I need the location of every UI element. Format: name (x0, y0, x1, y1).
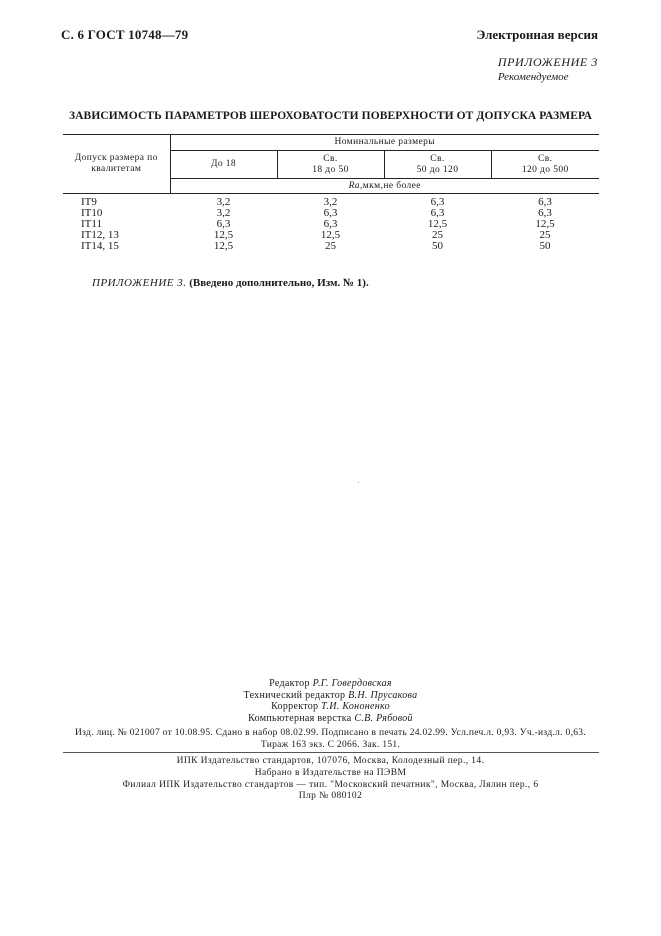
credit-editor (0, 678, 661, 690)
credit-role: Корректор (271, 701, 319, 713)
row-header-line2: квалитетам (91, 164, 142, 174)
col-header-2 (277, 151, 384, 179)
footer-line1: ИПК Издательство стандартов, 107076, Москва, Колодезный пер., 14. (176, 756, 485, 766)
footer-line4: Плр № 080102 (298, 791, 363, 802)
publisher-footer (0, 756, 661, 803)
roughness-table (63, 134, 599, 252)
col-header-2-line2: 18 до 50 (312, 164, 349, 175)
credit-role: Редактор (269, 678, 310, 689)
group-header: Номинальные размеры (170, 135, 599, 151)
table-cell: 12,5 (535, 218, 555, 230)
edition-label: Электронная версия (476, 27, 598, 42)
row-label: IT11 (81, 218, 102, 230)
appendix-title: ПРИЛОЖЕНИЕ 3 (497, 55, 598, 69)
publication-line2: Тираж 163 экз. С 2066. Зак. 151. (260, 739, 401, 750)
credit-name: Т.И. Кононенко (321, 701, 390, 713)
table-cell: 25 (539, 229, 551, 241)
table-cell: 3,2 (216, 207, 231, 219)
table-cell: 25 (432, 229, 443, 241)
col-header-1 (170, 151, 277, 179)
credit-name: В.Н. Прусакова (348, 689, 418, 701)
col-header-4 (491, 151, 599, 179)
table-row (63, 241, 599, 252)
amendment-ref: ПРИЛОЖЕНИЕ 3. (92, 277, 187, 289)
scan-speck (358, 482, 359, 483)
amendment-text: (Введено дополнительно, Изм. № 1). (189, 277, 369, 289)
unit-row (170, 179, 599, 194)
unit-symbol: Ra (348, 180, 360, 191)
col-header-4-line2: 120 до 500 (521, 164, 569, 175)
table-cell: 6,3 (216, 218, 231, 230)
col-header-3-line2: 50 до 120 (416, 164, 459, 175)
publication-info (0, 728, 661, 751)
credit-role: Технический редактор (243, 689, 346, 701)
col-header-2-line1: Св. (323, 153, 338, 164)
row-header-line1: Допуск размера по (74, 153, 158, 163)
table-cell: 6,3 (430, 207, 445, 219)
credits-block (0, 678, 661, 724)
table-cell: 6,3 (323, 218, 338, 230)
credit-name: С.В. Рябовой (354, 712, 413, 724)
table-cell: 3,2 (323, 196, 338, 208)
table-cell: 6,3 (323, 207, 338, 219)
row-header-cell (63, 135, 170, 194)
col-header-4-line1: Св. (538, 153, 553, 164)
table-cell: 3,2 (216, 196, 231, 208)
table-cell: 25 (325, 240, 336, 252)
col-header-1-line1: До 18 (210, 159, 237, 169)
document-title: ЗАВИСИМОСТЬ ПАРАМЕТРОВ ШЕРОХОВАТОСТИ ПОВЕРХНОСТИ ОТ ДОПУСКА РАЗМЕРА (68, 110, 593, 122)
amendment-note (92, 277, 369, 289)
credit-role: Компьютерная верстка (248, 712, 352, 724)
row-label: IT9 (81, 196, 97, 208)
footer-line3: Филиал ИПК Издательство стандартов — тип. "Московский печатник", Москва, Лялин пер., 6 (122, 779, 539, 790)
row-label: IT10 (81, 207, 103, 219)
page-reference: С. 6 ГОСТ 10748—79 (61, 27, 189, 42)
credit-name: Р.Г. Говердовская (312, 678, 392, 689)
table-cell: 50 (432, 240, 443, 252)
table-cell: 12,5 (213, 240, 234, 252)
col-header-3 (384, 151, 491, 179)
table-cell: 6,3 (538, 207, 552, 219)
appendix-status: Рекомендуемое (497, 71, 569, 83)
table-cell: 6,3 (430, 196, 445, 208)
table-cell: 12,5 (427, 218, 448, 230)
appendix-block (498, 55, 598, 83)
footer-line2: Набрано в Издательстве на ПЭВМ (254, 767, 407, 778)
footer-divider (63, 752, 599, 753)
table-cell: 12,5 (213, 229, 234, 241)
row-label: IT12, 13 (81, 229, 119, 241)
table-cell: 6,3 (538, 196, 552, 208)
credit-layout (0, 713, 661, 725)
table-cell: 12,5 (320, 229, 341, 241)
row-label: IT14, 15 (81, 240, 119, 252)
credit-proofreader (0, 701, 661, 713)
unit-text: ,мкм,не более (359, 180, 421, 191)
credit-tech-editor (0, 690, 661, 702)
table-cell: 50 (539, 240, 551, 252)
publication-line1: Изд. лиц. № 021007 от 10.08.95. Сдано в набор 08.02.99. Подписано в печать 24.02.99. Усл.печ.л. 0,93. Уч.-изд.л. 0,63. (74, 728, 587, 738)
col-header-3-line1: Св. (430, 153, 445, 164)
